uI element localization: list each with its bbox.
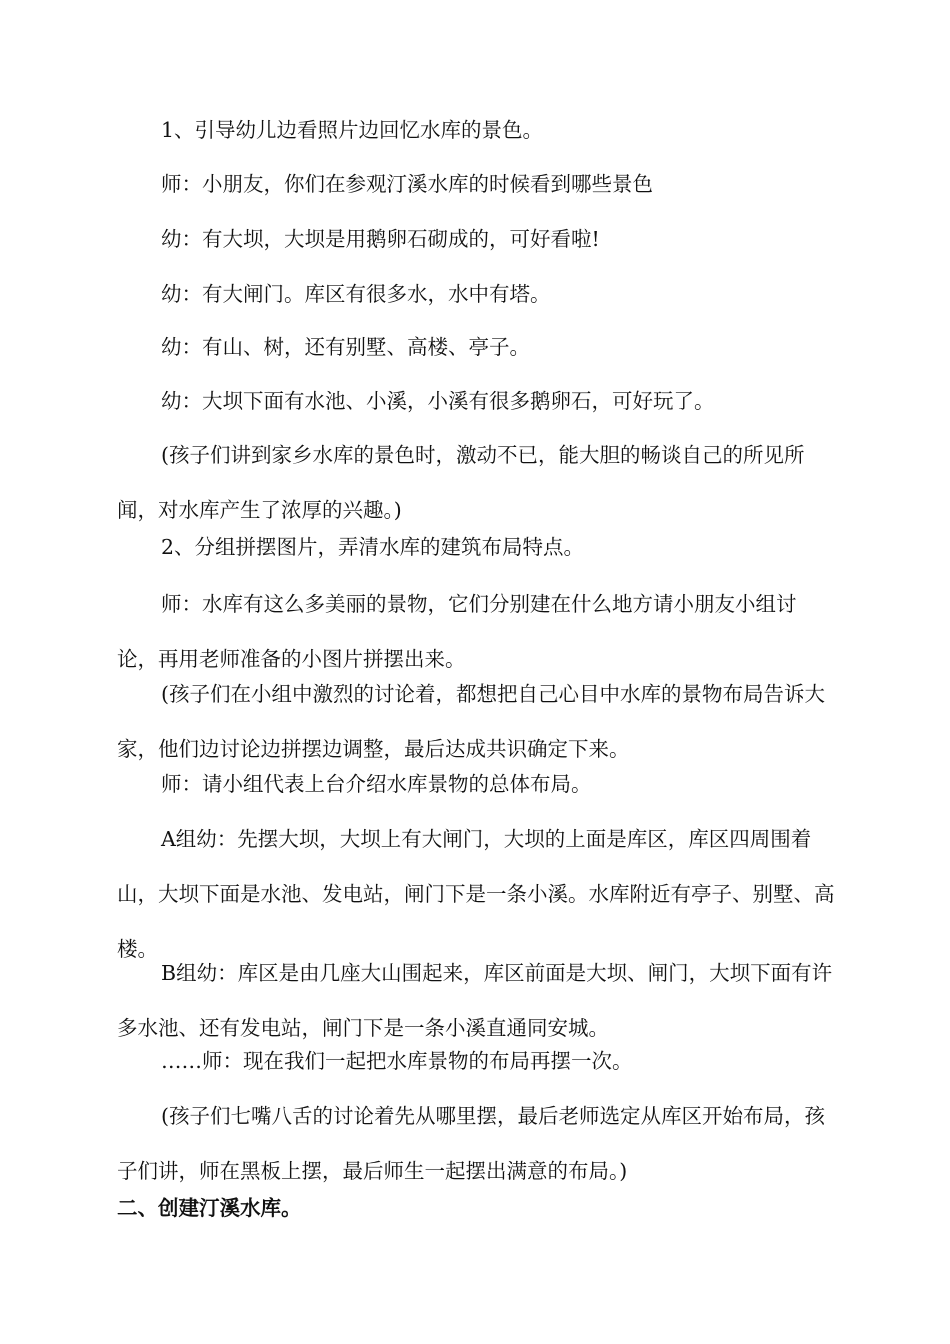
paragraph-child-gate: 幼：有大闸门。库区有很多水，水中有塔。 (161, 282, 551, 306)
paragraph-child-mountains: 幼：有山、树，还有别墅、高楼、亭子。 (161, 335, 530, 359)
paragraph-child-dam: 幼：有大坝，大坝是用鹅卵石砌成的，可好看啦! (161, 227, 600, 251)
section-heading: 二、创建汀溪水库。 (117, 1196, 302, 1220)
paragraph-note-interest: (孩子们讲到家乡水库的景色时，激动不已，能大胆的畅谈自己的所见所闻，对水库产生了浓厚的兴趣。) (117, 443, 805, 522)
paragraph-teacher-question: 师：小朋友，你们在参观汀溪水库的时候看到哪些景色 (161, 172, 653, 196)
paragraph-child-pool: 幼：大坝下面有水池、小溪，小溪有很多鹅卵石，可好玩了。 (161, 389, 715, 413)
paragraph-step-2: 2、分组拼摆图片，弄清水库的建筑布局特点。 (161, 535, 585, 559)
paragraph-teacher-again: ……师：现在我们一起把水库景物的布局再摆一次。 (161, 1049, 633, 1073)
paragraph-teacher-group: 师：水库有这么多美丽的景物，它们分别建在什么地方请小朋友小组讨论，再用老师准备的小图片拼摆出来。 (117, 592, 797, 671)
paragraph-note-discussion: (孩子们在小组中激烈的讨论着，都想把自己心目中水库的景物布局告诉大家，他们边讨论边拼摆边调整，最后达成共识确定下来。 (117, 682, 825, 761)
paragraph-teacher-present: 师：请小组代表上台介绍水库景物的总体布局。 (161, 772, 592, 796)
paragraph-group-b: B组幼：库区是由几座大山围起来，库区前面是大坝、闸门，大坝下面有许多水池、还有发电站，闸门下是一条小溪直通同安城。 (117, 961, 833, 1040)
paragraph-step-1: 1、引导幼儿边看照片边回忆水库的景色。 (161, 118, 544, 142)
paragraph-group-a: A组幼：先摆大坝，大坝上有大闸门，大坝的上面是库区，库区四周围着山，大坝下面是水池、发电站，闸门下是一条小溪。水库附近有亭子、别墅、高楼。 (117, 827, 835, 961)
paragraph-note-layout: (孩子们七嘴八舌的讨论着先从哪里摆，最后老师选定从库区开始布局，孩子们讲，师在黑板上摆，最后师生一起摆出满意的布局。) (117, 1104, 825, 1183)
